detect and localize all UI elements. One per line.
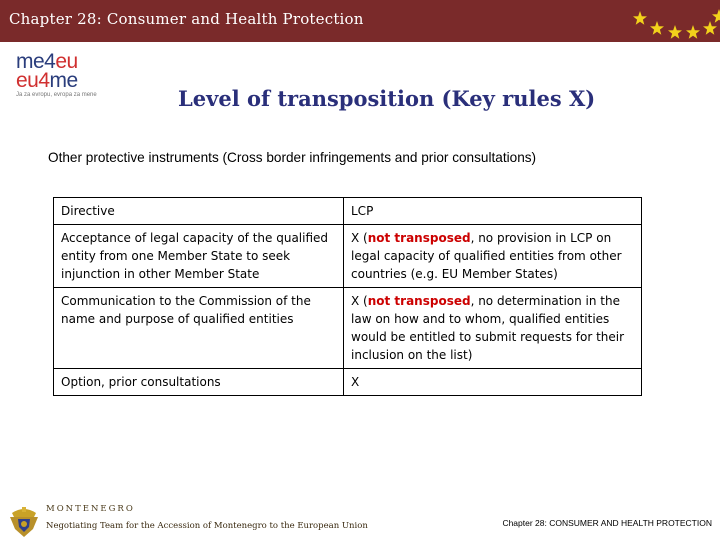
page-title: Level of transposition (Key rules X) [178,86,596,111]
table-row [54,288,642,369]
table-row [54,369,642,396]
coat-of-arms-icon [7,503,41,539]
star-icon [686,25,700,39]
lcp-cell: X (not transposed, no provision in LCP on legal capacity of qualified entities from other countries (e.g. EU Member States) [344,225,642,288]
chapter-title: Chapter 28: Consumer and Health Protection [9,10,364,28]
directive-cell: Communication to the Commission of the name and purpose of qualified entities [54,288,344,369]
status-not-transposed: not transposed [367,231,471,245]
star-icon [633,11,647,25]
star-icon [703,21,717,35]
logo-line-2: eu4me [16,69,78,92]
star-icon [712,9,720,23]
transposition-table [53,197,642,396]
directive-cell: Option, prior consultations [54,369,344,396]
star-icon [650,21,664,35]
directive-cell: Acceptance of legal capacity of the qualified entity from one Member State to seek injunction in other Member State [54,225,344,288]
table-header-row [54,198,642,225]
footer-team: Negotiating Team for the Accession of Montenegro to the European Union [46,521,368,531]
footer-country: MONTENEGRO [46,504,135,514]
page-subtitle: Other protective instruments (Cross border infringements and prior consultations) [48,150,537,165]
status-not-transposed: not transposed [367,294,471,308]
me4eu-logo [16,52,116,100]
table-row [54,225,642,288]
header-directive: Directive [54,198,344,225]
header-lcp: LCP [344,198,642,225]
header-bar [0,0,720,42]
lcp-cell: X (not transposed, no determination in the law on how and to whom, qualified entities would be entitled to submit requests for their inclusion on the list) [344,288,642,369]
star-icon [668,25,682,39]
logo-line-1: me4eu [16,50,78,73]
lcp-cell: X [344,369,642,396]
eu-stars-icon [620,0,720,42]
logo-tagline: Ja za evropu, evropa za mene [16,92,97,98]
footer-chapter: Chapter 28: CONSUMER AND HEALTH PROTECTION [502,518,712,528]
